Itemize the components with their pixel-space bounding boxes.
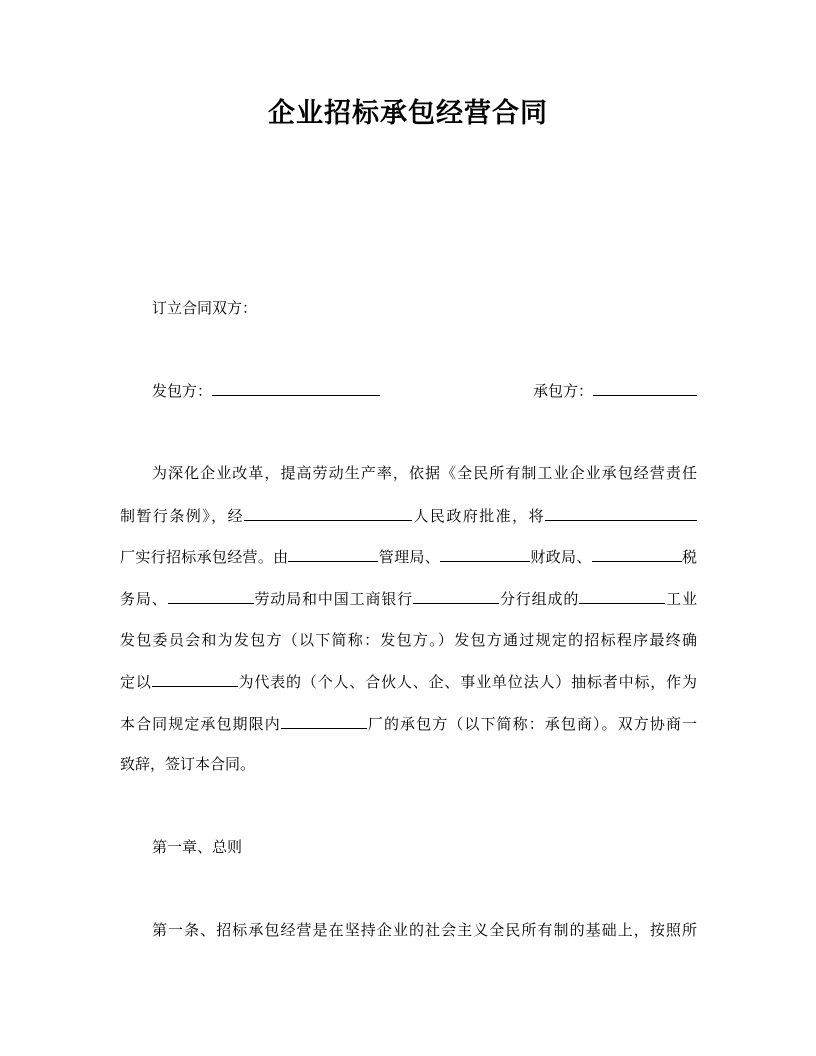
admin-bureau-blank[interactable] xyxy=(288,546,378,562)
factory-blank[interactable] xyxy=(281,713,367,729)
contractor-blank[interactable] xyxy=(593,380,697,396)
preamble-text: 为代表的（个人、合伙人、企、事业单位法人）抽标者中标，作为 xyxy=(237,673,697,691)
bidder-blank[interactable] xyxy=(152,671,238,687)
finance-bureau-blank[interactable] xyxy=(440,546,530,562)
chapter-heading: 第一章、总则 xyxy=(152,838,243,856)
preamble-line-8: 致辞，签订本合同。 xyxy=(120,755,256,773)
preamble-line-4 xyxy=(120,588,697,609)
preamble-line-7 xyxy=(120,713,697,734)
preamble-line-2 xyxy=(120,505,697,526)
bank-branch-blank[interactable] xyxy=(413,588,499,604)
parties-heading: 订立合同双方： xyxy=(152,299,258,317)
tax-bureau-blank[interactable] xyxy=(592,546,682,562)
preamble-line-3 xyxy=(120,546,697,567)
contractor-label: 承包方： xyxy=(532,382,593,400)
issuer-blank[interactable] xyxy=(212,380,380,396)
preamble-text: 制暂行条例》，经 xyxy=(120,507,245,525)
preamble-text: 厂实行招标承包经营。由 xyxy=(120,548,289,566)
document-title: 企业招标承包经营合同 xyxy=(268,98,548,129)
preamble-text: 分行组成的 xyxy=(499,590,580,608)
issuer-label: 发包方： xyxy=(152,382,213,400)
preamble-text: 劳动局和中国工商银行 xyxy=(253,590,414,608)
contractor-field xyxy=(533,380,697,401)
preamble-line-1: 为深化企业改革，提高劳动生产率，依据《全民所有制工业企业承包经营责任 xyxy=(152,464,697,482)
preamble-text: 厂的承包方（以下简称：承包商）。双方协商一 xyxy=(366,715,697,733)
preamble-text: 工业 xyxy=(665,590,697,608)
preamble-text: 定以 xyxy=(120,673,152,691)
labor-bureau-blank[interactable] xyxy=(168,588,254,604)
preamble-text: 人民政府批准，将 xyxy=(412,507,545,525)
factory-name-blank[interactable] xyxy=(545,505,697,521)
committee-blank[interactable] xyxy=(579,588,665,604)
preamble-text: 本合同规定承包期限内 xyxy=(120,715,281,733)
preamble-line-6 xyxy=(120,671,697,692)
govt-blank[interactable] xyxy=(244,505,412,521)
preamble-text: 务局、 xyxy=(120,590,168,608)
preamble-text: 财政局、 xyxy=(530,548,592,566)
article-1-line-1: 第一条、招标承包经营是在坚持企业的社会主义全民所有制的基础上，按照所 xyxy=(152,921,697,939)
preamble-text: 管理局、 xyxy=(378,548,441,566)
preamble-line-5: 发包委员会和为发包方（以下简称：发包方。）发包方通过规定的招标程序最终确 xyxy=(120,631,697,649)
preamble-text: 税 xyxy=(681,548,697,566)
issuer-field xyxy=(152,380,380,401)
